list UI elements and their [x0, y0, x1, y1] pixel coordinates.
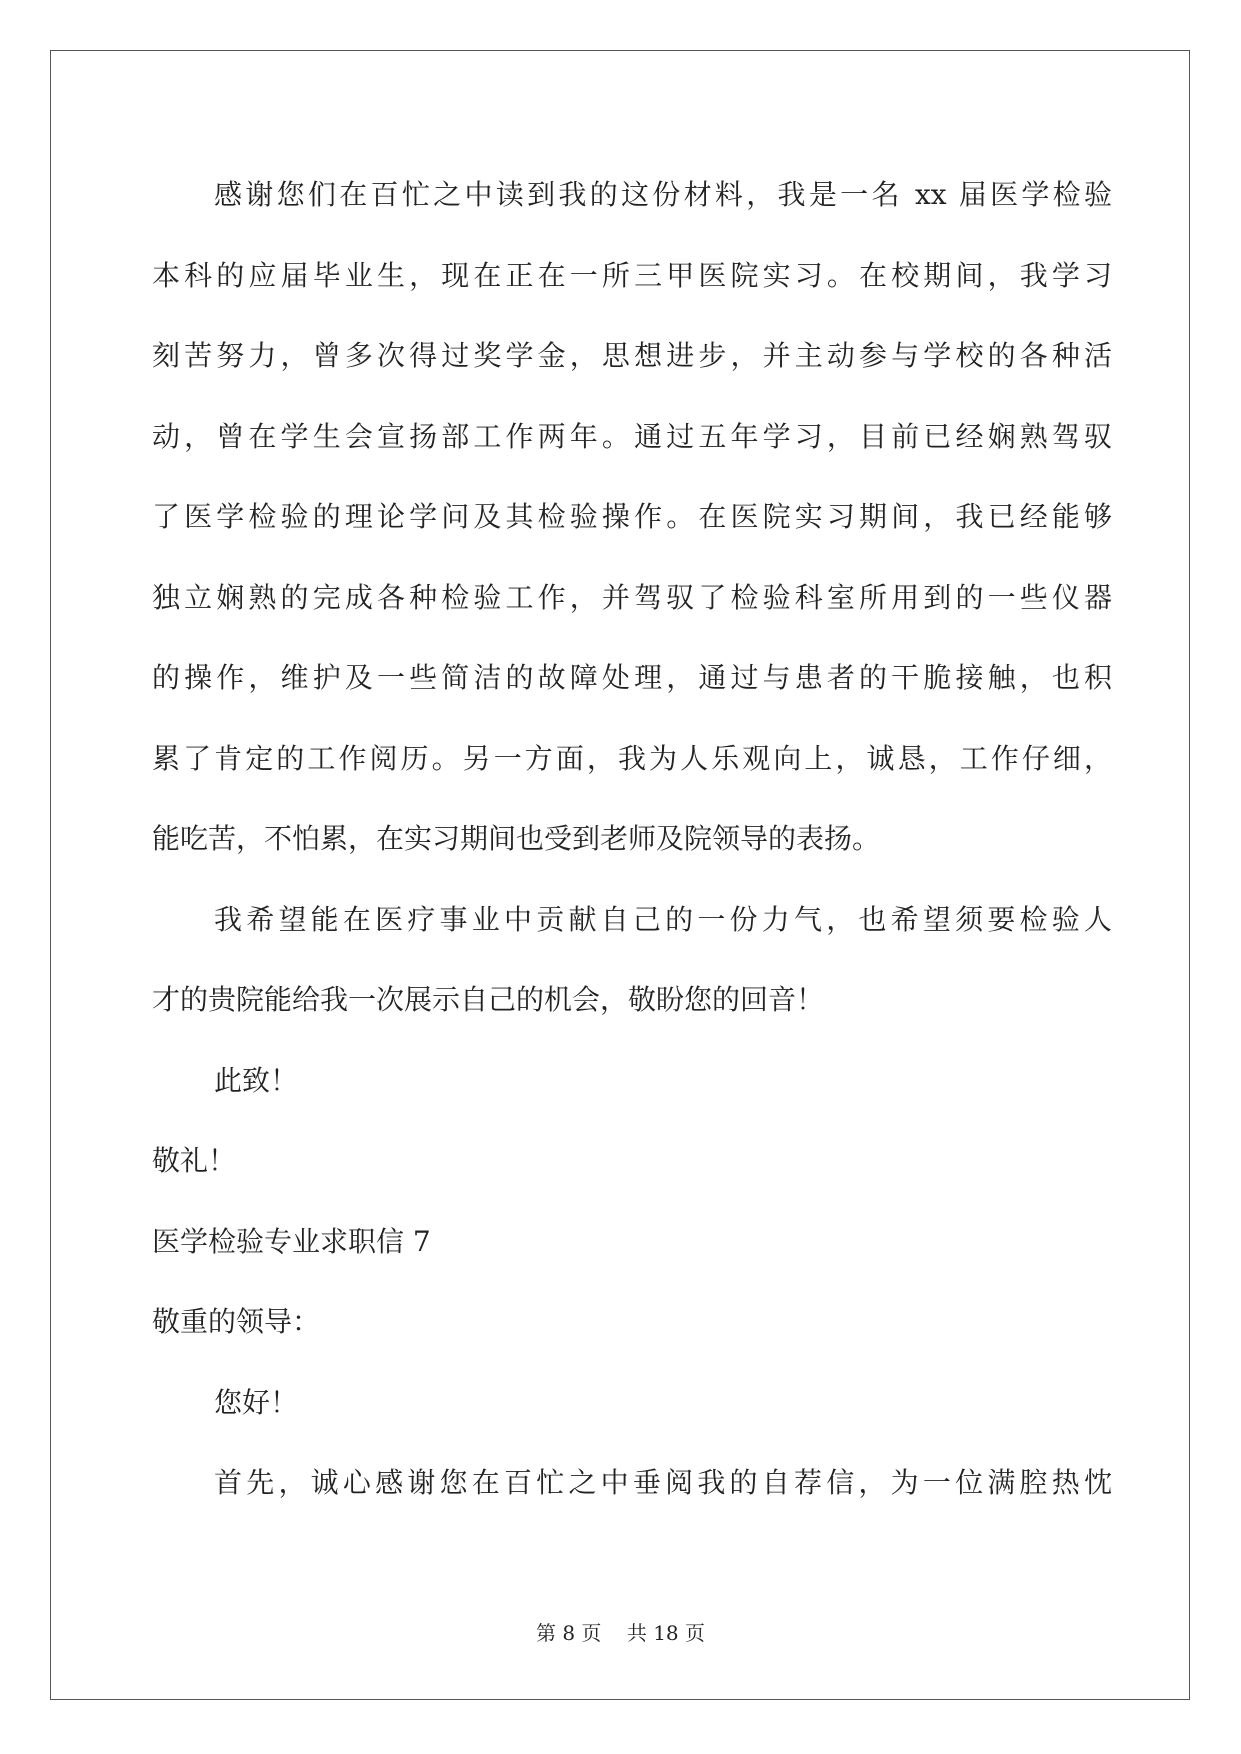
paragraph-line: 才的贵院能给我一次展示自己的机会，敬盼您的回音！ — [152, 983, 825, 1016]
page-number: 第 8 页 共 18 页 — [535, 1621, 706, 1645]
greeting-line: 您好！ — [214, 1385, 299, 1419]
greeting-line: 敬重的领导： — [152, 1305, 321, 1338]
paragraph-line: 刻苦努力，曾多次得过奖学金，思想进步，并主动参与学校的各种活 — [152, 339, 1112, 372]
paragraph-line: 本科的应届毕业生，现在正在一所三甲医院实习。在校期间，我学习 — [152, 258, 1112, 292]
paragraph-line: 能吃苦，不怕累，在实习期间也受到老师及院领导的表扬。 — [152, 822, 881, 855]
paragraph-line: 的操作，维护及一些简洁的故障处理，通过与患者的干脆接触，也积 — [152, 661, 1112, 694]
section-title: 医学检验专业求职信 7 — [152, 1224, 431, 1258]
paragraph-line: 独立娴熟的完成各种检验工作，并驾驭了检验科室所用到的一些仪器 — [152, 580, 1112, 614]
page-footer — [0, 1617, 1241, 1646]
paragraph-line: 动，曾在学生会宣扬部工作两年。通过五年学习，目前已经娴熟驾驭 — [152, 419, 1112, 453]
paragraph-line: 累了肯定的工作阅历。另一方面，我为人乐观向上，诚恳，工作仔细， — [152, 741, 1112, 775]
paragraph-line: 了医学检验的理论学问及其检验操作。在医院实习期间，我已经能够 — [152, 500, 1112, 533]
document-body — [152, 155, 1112, 1524]
paragraph-line: 我希望能在医疗事业中贡献自己的一份力气，也希望须要检验人 — [214, 902, 1112, 936]
paragraph-line: 首先，诚心感谢您在百忙之中垂阅我的自荐信，为一位满腔热忱 — [214, 1466, 1112, 1499]
salutation-line: 敬礼！ — [152, 1144, 237, 1177]
paragraph-line: 感谢您们在百忙之中读到我的这份材料，我是一名 xx 届医学检验 — [214, 178, 1112, 211]
closing-line: 此致！ — [214, 1063, 299, 1097]
